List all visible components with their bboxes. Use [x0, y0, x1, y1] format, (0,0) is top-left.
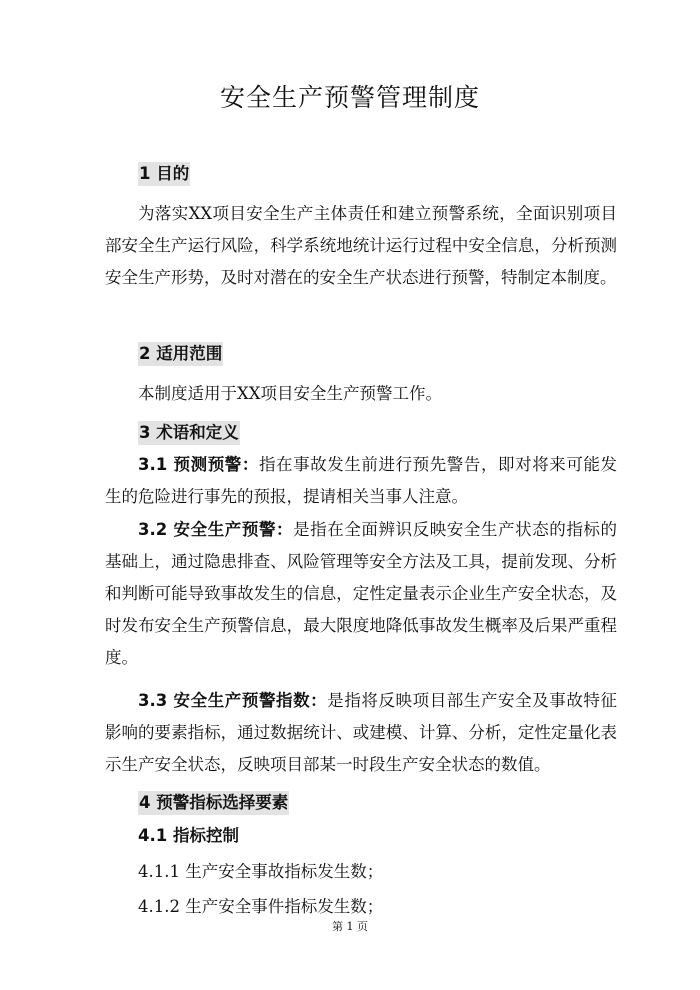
section-paragraph-scope: 本制度适用于XX项目安全生产预警工作。: [138, 384, 442, 403]
list-item: 4.1.1 生产安全事故指标发生数；: [138, 862, 384, 881]
definition-text: 是指将反映项目部生产安全及事故特征影响的要素指标，通过数据统计、或建模、计算、分析，定性定量化表示生产安全状态，反映项目部某一时段生产安全状态的数值。: [105, 691, 617, 774]
definition-term: 3.2 安全生产预警：: [138, 520, 294, 539]
section-heading-purpose: 1 目的: [138, 162, 190, 186]
definition-term: 3.1 预测预警：: [138, 455, 259, 474]
document-title: 安全生产预警管理制度: [219, 83, 480, 112]
section-heading-indicators: 4 预警指标选择要素: [138, 791, 289, 815]
definition-text: 指在事故发生前进行预先警告，即对将来可能发生的危险进行事先的预报，提请相关当事人注意。: [105, 455, 618, 506]
definition-paragraph: [105, 514, 617, 674]
definition-paragraph: [105, 449, 617, 513]
list-item: 4.1.2 生产安全事件指标发生数；: [138, 897, 384, 916]
definition-term: 3.3 安全生产预警指数：: [138, 691, 328, 710]
page-number: 第 1 页: [332, 920, 368, 933]
section-heading-terms: 3 术语和定义: [138, 421, 240, 445]
section-paragraph-purpose: 为落实XX项目安全生产主体责任和建立预警系统，全面识别项目部安全生产运行风险，科学系统地统计运行过程中安全信息，分析预测安全生产形势，及时对潜在的安全生产状态进行预警，特制定本制度。: [105, 204, 617, 287]
section-heading-scope: 2 适用范围: [138, 342, 223, 366]
subsection-heading: 4.1 指标控制: [138, 826, 239, 845]
definition-paragraph: [105, 685, 617, 781]
definition-text: 是指在全面辨识反映安全生产状态的指标的基础上，通过隐患排查、风险管理等安全方法及工具，提前发现、分析和判断可能导致事故发生的信息，定性定量表示企业生产安全状态，及时发布安全生产预警信息，最大限度地降低事故发生概率及后果严重程度。: [105, 520, 618, 667]
